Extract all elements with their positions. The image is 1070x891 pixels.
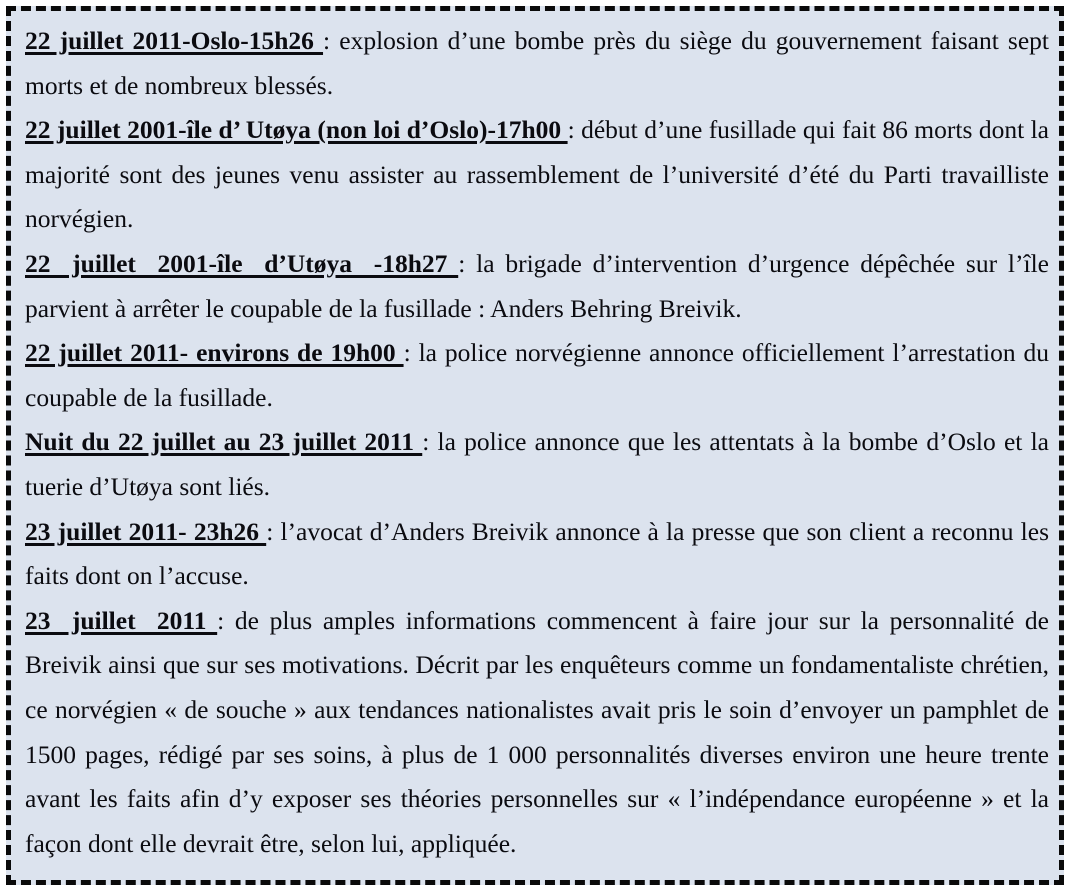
timeline-entry [25,599,1049,867]
timeline-entry [25,242,1049,331]
entry-description: : explosion d’une bombe près du siège du gouvernement faisant sept morts et de nombreux blessés. [25,26,1049,100]
entry-date-label: 22 juillet 2001-île d’ Utøya (non loi d’Oslo)-17h00 [25,115,568,145]
timeline-entry [25,108,1049,242]
timeline-entry [25,510,1049,599]
entry-description: : de plus amples informations commencent à faire jour sur la personnalité de Breivik ainsi que sur ses motivations. Décrit par les enquêteurs comme un fondamentaliste chrétien, ce norvégien « de souche » aux tendances nationalistes avait pris le soin d’envoyer un pamphlet de 1500 pages, rédigé par ses soins, à plus de 1 000 personnalités diverses environ une heure trente avant les faits afin d’y exposer ses théories personnelles sur « l’indépendance européenne » et la façon dont elle devrait être, selon lui, appliquée. [25,605,1049,858]
timeline-entry [25,331,1049,420]
entry-date-label: 23 juillet 2011- 23h26 [25,516,267,546]
entry-date-label: 22 juillet 2011-Oslo-15h26 [25,26,324,55]
timeline-entry [25,420,1049,509]
entry-description: : la brigade d’intervention d’urgence dépêchée sur l’île parvient à arrêter le coupable de la fusillade : Anders Behring Breivik. [25,248,1049,323]
entry-date-label: Nuit du 22 juillet au 23 juillet 2011 [25,427,423,457]
entry-description: : la police annonce que les attentats à la bombe d’Oslo et la tuerie d’Utøya sont liés. [25,427,1049,501]
document-bordered-box [6,6,1064,885]
entry-date-label: 22 juillet 2011- environs de 19h00 [25,338,404,368]
timeline-entry [25,19,1049,108]
timeline-text-body [25,19,1049,872]
entry-description: : la police norvégienne annonce officiellement l’arrestation du coupable de la fusillade. [25,338,1049,412]
entry-date-label: 23 juillet 2011 [25,605,218,635]
entry-date-label: 22 juillet 2001-île d’Utøya -18h27 [25,248,459,278]
entry-description: : l’avocat d’Anders Breivik annonce à la presse que son client a reconnu les faits dont on l’accuse. [25,516,1049,591]
entry-description: : début d’une fusillade qui fait 86 morts dont la majorité sont des jeunes venu assister au rassemblement de l’université d’été du Parti travailliste norvégien. [25,115,1049,234]
